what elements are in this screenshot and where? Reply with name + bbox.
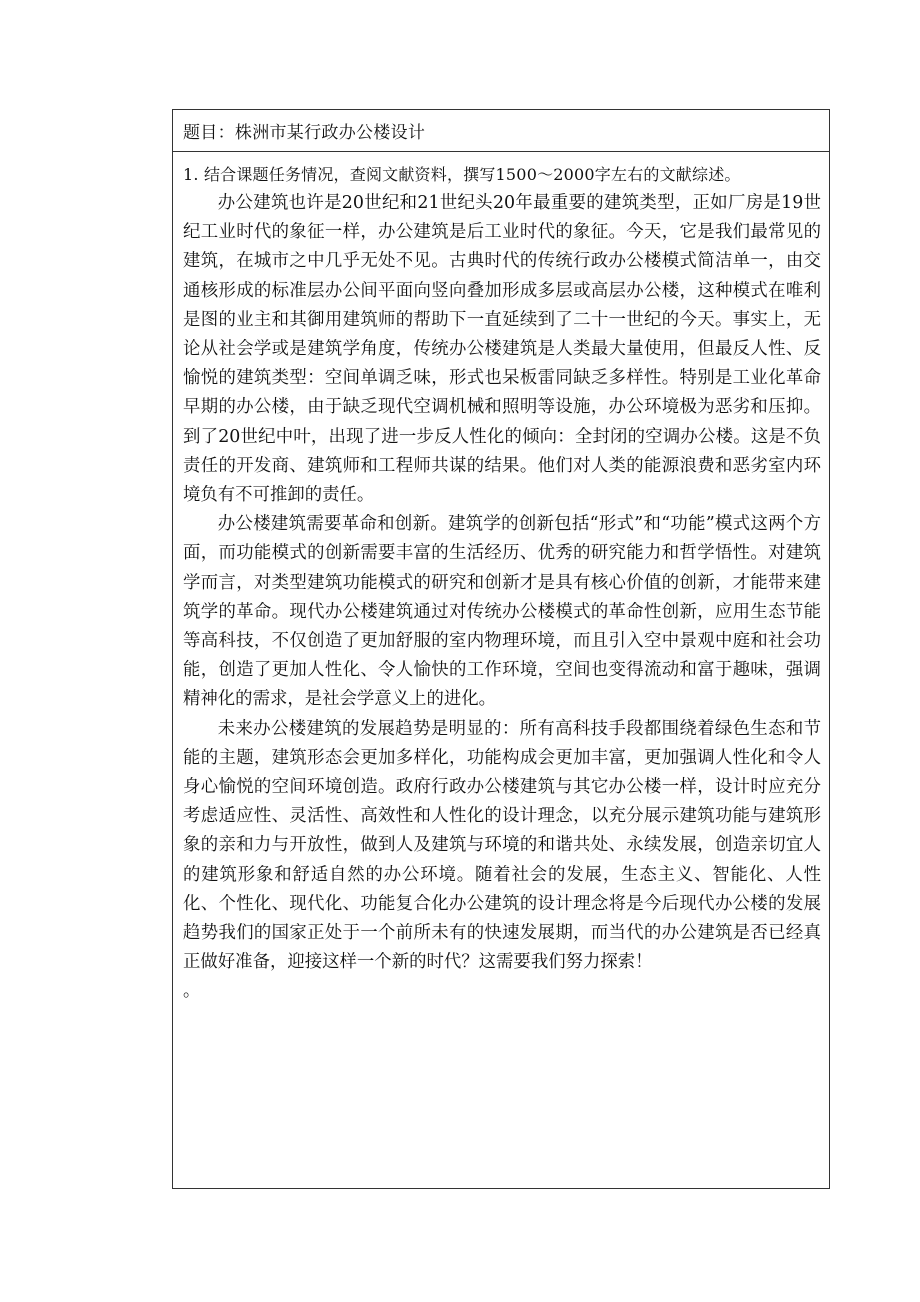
- trailing-mark: 。: [183, 981, 200, 1002]
- paragraph-3: 未来办公楼建筑的发展趋势是明显的：所有高科技手段都围绕着绿色生态和节能的主题，建筑形态会更加多样化，功能构成会更加丰富，更加强调人性化和令人身心愉悦的空间环境创造。政府行政办公楼建筑与其它办公楼一样，设计时应充分考虑适应性、灵活性、高效性和人性化的设计理念，以充分展示建筑功能与建筑形象的亲和力与开放性，做到人及建筑与环境的和谐共处、永续发展，创造亲切宜人的建筑形象和舒适自然的办公环境。随着社会的发展，生态主义、智能化、人性化、个性化、现代化、功能复合化办公建筑的设计理念将是今后现代办公楼的发展趋势我们的国家正处于一个前所未有的快速发展期，而当代的办公建筑是否已经真正做好准备，迎接这样一个新的时代？这需要我们努力探索！: [183, 718, 821, 973]
- paragraph-1: 办公建筑也许是20世纪和21世纪头20年最重要的建筑类型，正如厂房是19世纪工业时代的象征一样，办公建筑是后工业时代的象征。今天，它是我们最常见的建筑，在城市之中几乎无处不见。古典时代的传统行政办公楼模式简洁单一，由交通核形成的标准层办公间平面向竖向叠加形成多层或高层办公楼，这种模式在唯利是图的业主和其御用建筑师的帮助下一直延续到了二十一世纪的今天。事实上，无论从社会学或是建筑学角度，传统办公楼建筑是人类最大量使用，但最反人性、反愉悦的建筑类型：空间单调乏味，形式也呆板雷同缺乏多样性。特别是工业化革命早期的办公楼，由于缺乏现代空调机械和照明等设施，办公环境极为恶劣和压抑。到了20世纪中叶，出现了进一步反人性化的倾向：全封闭的空调办公楼。这是不负责任的开发商、建筑师和工程师共谋的结果。他们对人类的能源浪费和恶劣室内环境负有不可推卸的责任。: [183, 193, 821, 506]
- content-cell: [173, 152, 829, 1006]
- task-instruction: 1. 结合课题任务情况，查阅文献资料，撰写1500～2000字左右的文献综述。: [183, 165, 741, 184]
- document-title: 题目：株洲市某行政办公楼设计: [173, 110, 829, 152]
- document-table: [172, 109, 830, 1189]
- paragraph-2: 办公楼建筑需要革命和创新。建筑学的创新包括“形式”和“功能”模式这两个方面，而功能模式的创新需要丰富的生活经历、优秀的研究能力和哲学悟性。对建筑学而言，对类型建筑功能模式的研究和创新才是具有核心价值的创新，才能带来建筑学的革命。现代办公楼建筑通过对传统办公楼模式的革命性创新，应用生态节能等高科技，不仅创造了更加舒服的室内物理环境，而且引入空中景观中庭和社会功能，创造了更加人性化、令人愉快的工作环境，空间也变得流动和富于趣味，强调精神化的需求，是社会学意义上的进化。: [183, 514, 821, 710]
